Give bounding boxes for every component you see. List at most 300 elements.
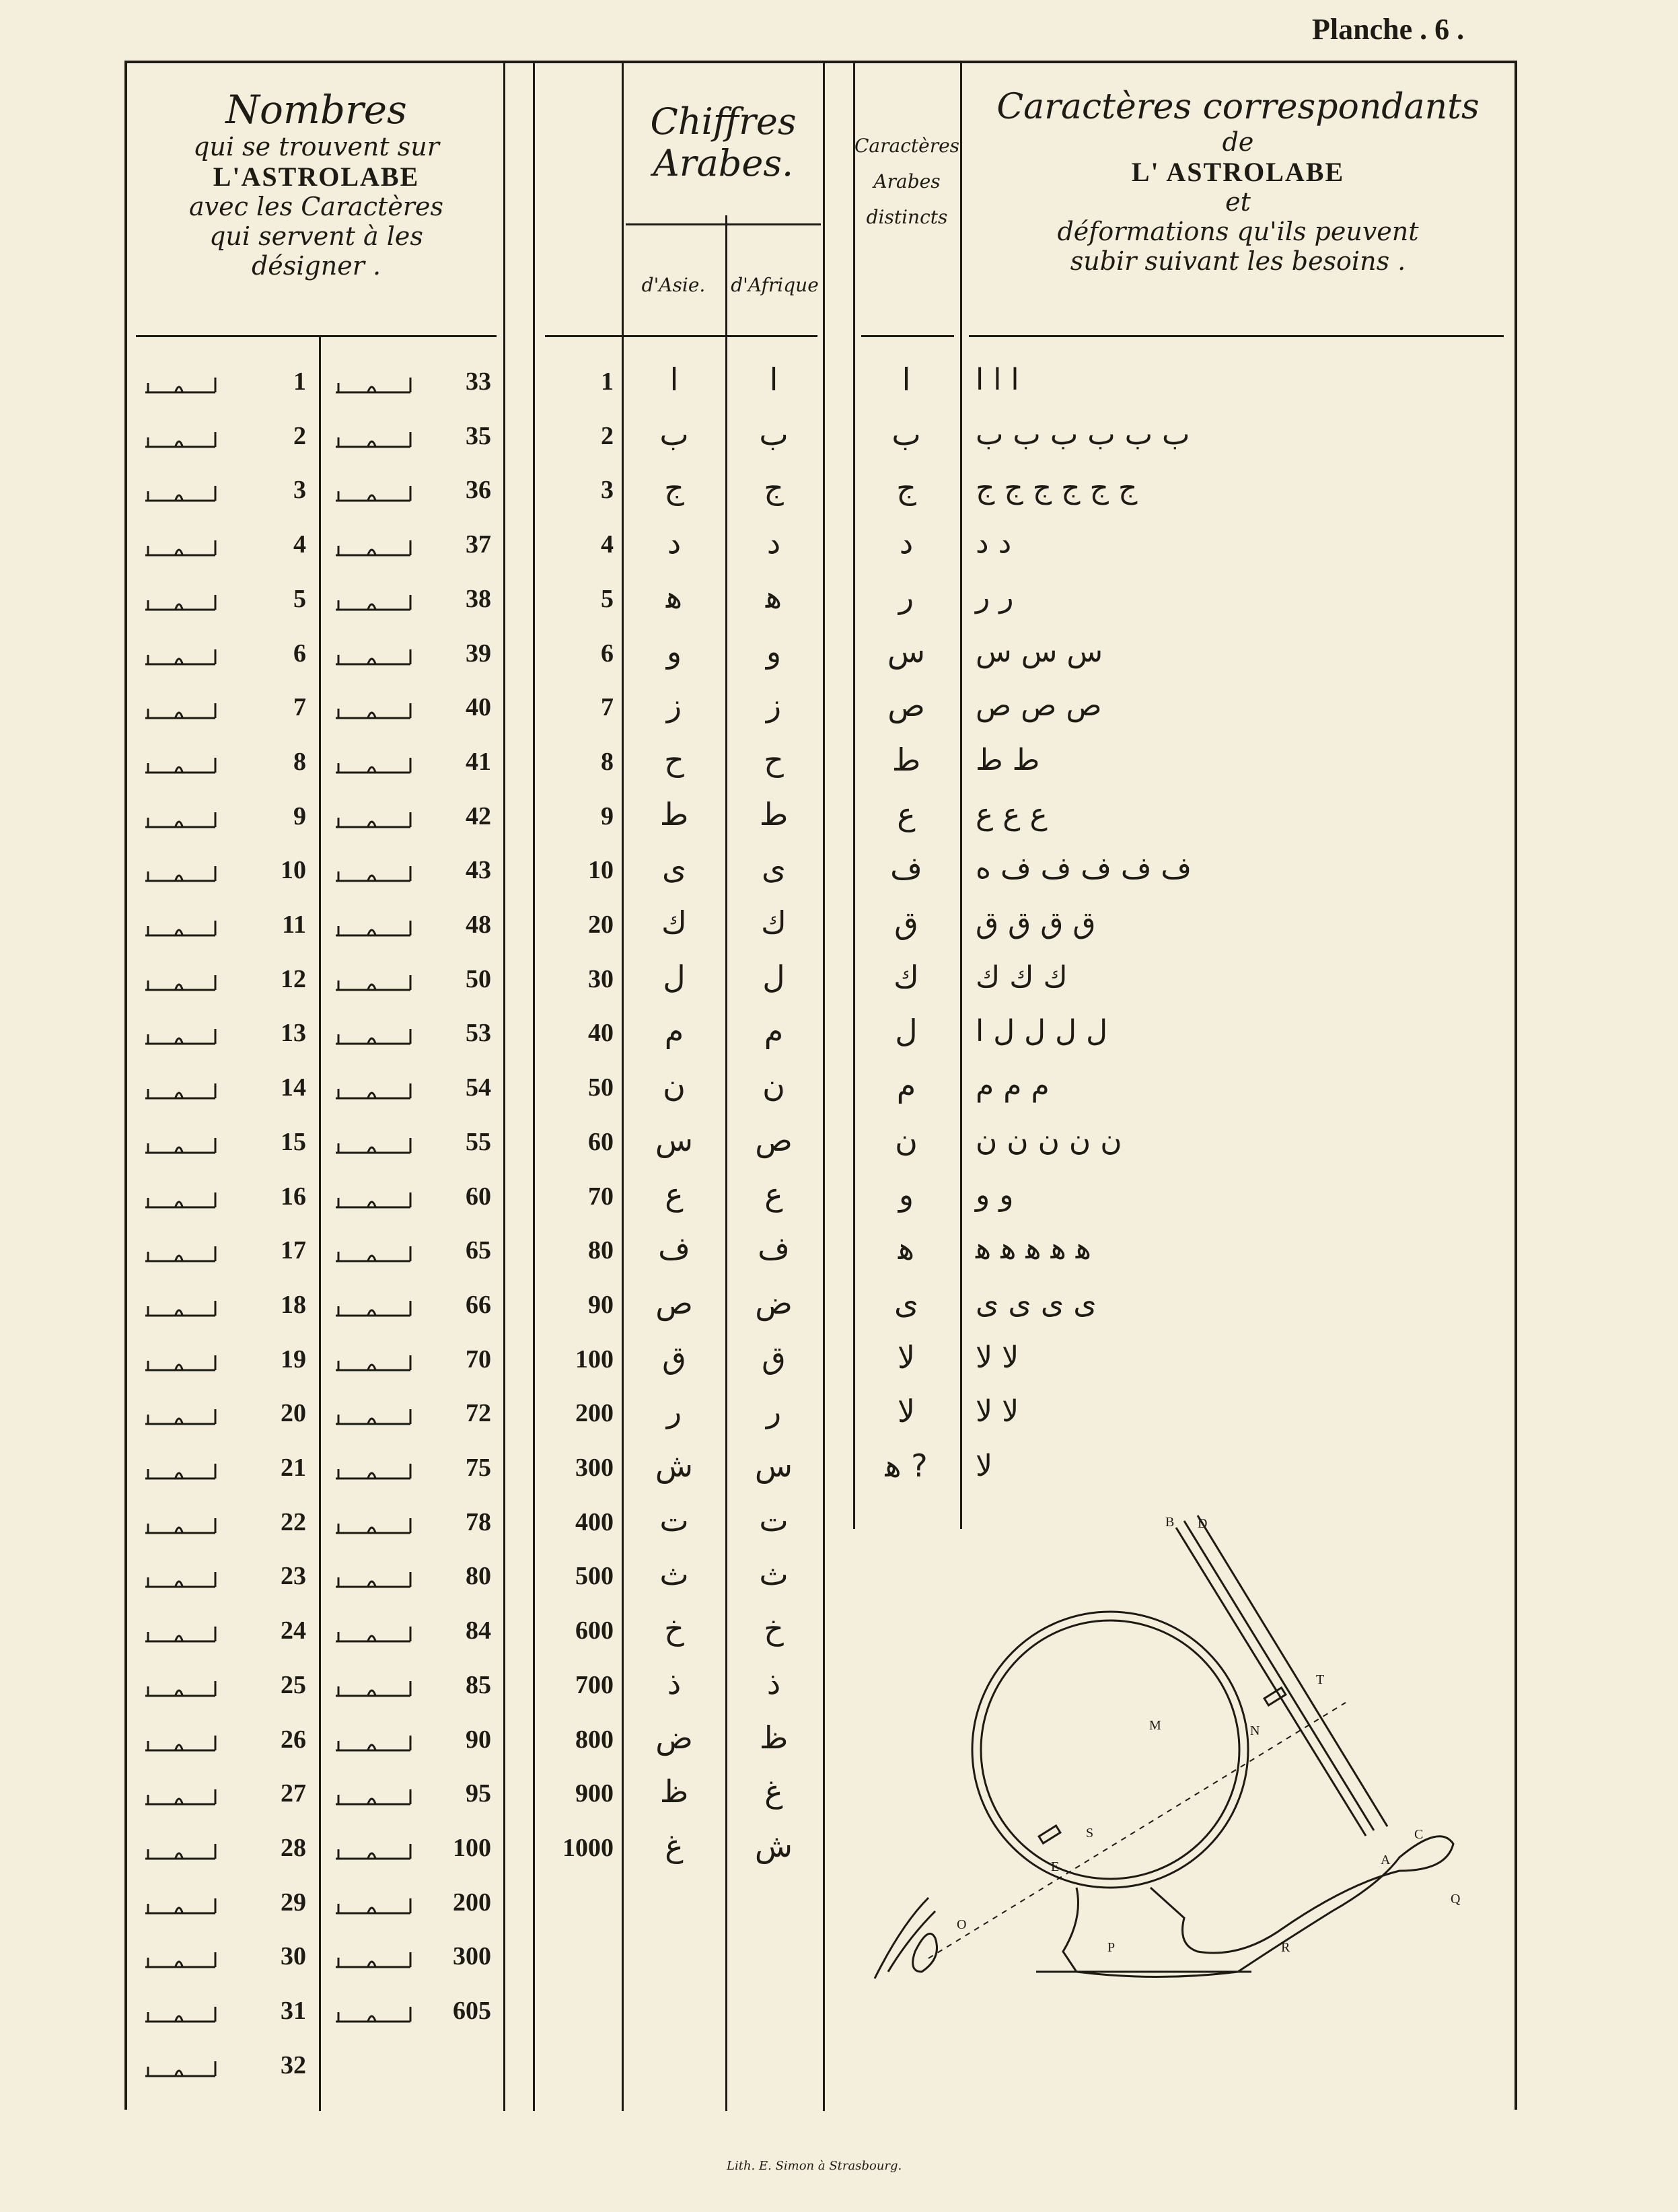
asie-glyph: ر: [666, 1393, 682, 1430]
astrolabe-char-left: [143, 1941, 222, 1975]
astrolabe-number-left: 26: [281, 1725, 306, 1754]
header-nombres-line4: avec les Caractères: [189, 192, 443, 222]
deformation-glyphs: ﻫ ﻫ ﻫ ﻫ ﻫ: [976, 1232, 1091, 1266]
rule-h-nombres: [136, 335, 497, 337]
alidade-rod-2: [1198, 1515, 1387, 1826]
astrolabe-char-right: [333, 639, 417, 672]
diagram-label: C: [1414, 1827, 1424, 1842]
asie-glyph: ط: [659, 795, 689, 832]
astrolabe-char-left: [143, 1888, 222, 1921]
astrolabe-char-left: [143, 1398, 222, 1432]
deformation-glyphs: ا ا ا: [976, 363, 1019, 397]
diagram-label: D: [1198, 1516, 1208, 1531]
astrolabe-char-right: [333, 855, 417, 889]
header-corresp-line1: Caractères correspondants: [996, 87, 1480, 127]
rule-v-8: [319, 336, 321, 2111]
astrolabe-number-right: 84: [466, 1616, 491, 1645]
distinct-glyph: س: [887, 633, 926, 670]
deformation-glyphs: س س س: [976, 634, 1103, 669]
astrolabe-char-right: [333, 1616, 417, 1649]
afrique-glyph: خ: [764, 1610, 784, 1647]
distinct-glyph: ع: [897, 795, 916, 832]
astrolabe-char-right: [333, 421, 417, 455]
deformation-glyphs: لا لا: [976, 1394, 1019, 1429]
afrique-glyph: ك: [761, 904, 787, 941]
sight-vane-s: [1039, 1826, 1060, 1843]
arabic-numeral-value: 8: [601, 747, 614, 776]
astrolabe-number-right: 100: [453, 1833, 491, 1862]
astrolabe-char-right: [333, 1236, 417, 1269]
astrolabe-char-right: [333, 801, 417, 835]
astrolabe-number-left: 29: [281, 1888, 306, 1917]
astrolabe-number-right: 60: [466, 1182, 491, 1211]
arabic-numeral-value: 600: [575, 1616, 614, 1645]
asie-glyph: ذ: [667, 1664, 682, 1701]
astrolabe-char-right: [333, 1290, 417, 1324]
afrique-glyph: ب: [759, 415, 789, 452]
rule-h-corresp: [969, 335, 1504, 337]
distinct-glyph: ﻫ: [898, 1230, 915, 1267]
astrolabe-number-left: 11: [282, 911, 306, 939]
asie-glyph: ن: [663, 1067, 686, 1104]
header-correspondants: [962, 87, 1514, 277]
asie-glyph: ل: [663, 958, 686, 995]
rule-v-3: [622, 62, 624, 2111]
astrolabe-number-right: 36: [466, 476, 491, 505]
deformation-glyphs: م م م: [976, 1069, 1050, 1104]
astrolabe-number-left: 13: [281, 1019, 306, 1048]
astrolabe-number-right: 37: [466, 530, 491, 559]
astrolabe-number-right: 78: [466, 1507, 491, 1536]
asie-glyph: و: [666, 633, 682, 670]
arabic-numeral-value: 5: [601, 584, 614, 613]
astrolabe-number-right: 50: [466, 964, 491, 993]
deformation-glyphs: ب ب ب ب ب ب: [976, 417, 1190, 452]
deformation-glyphs: ﻻ: [976, 1449, 993, 1483]
distinct-glyph: لا: [897, 1393, 916, 1430]
astrolabe-char-left: [143, 910, 222, 943]
header-chiffres-line2: Arabes.: [653, 142, 794, 185]
astrolabe-number-left: 9: [293, 801, 306, 830]
astrolabe-char-right: [333, 1345, 417, 1378]
astrolabe-number-left: 10: [281, 856, 306, 885]
astrolabe-char-right: [333, 1182, 417, 1215]
afrique-glyph: ذ: [766, 1664, 781, 1701]
observer-eye: [913, 1933, 937, 1972]
footer-lithographer: Lith. E. Simon à Strasbourg.: [727, 2159, 902, 2173]
astrolabe-char-right: [333, 1561, 417, 1595]
afrique-glyph: ف: [758, 1230, 790, 1267]
asie-glyph: ى: [661, 850, 686, 887]
afrique-glyph: ق: [762, 1339, 786, 1376]
astrolabe-number-left: 14: [281, 1073, 306, 1102]
header-corresp-line2: de: [1222, 127, 1254, 157]
astrolabe-char-right: [333, 367, 417, 400]
distinct-glyph: د: [899, 524, 914, 561]
arabic-numeral-value: 800: [575, 1725, 614, 1754]
astrolabe-char-left: [143, 692, 222, 726]
asie-glyph: س: [655, 1121, 694, 1158]
astrolabe-char-left: [143, 801, 222, 835]
diagram-label: O: [957, 1917, 967, 1932]
deformation-glyphs: و و: [976, 1177, 1014, 1212]
astrolabe-number-left: 22: [281, 1507, 306, 1536]
arabic-numeral-value: 200: [575, 1399, 614, 1428]
rule-h-distincts: [861, 335, 954, 337]
diagram-label: A: [1381, 1853, 1391, 1867]
astrolabe-char-right: [333, 1996, 417, 2030]
afrique-glyph: ث: [759, 1556, 789, 1593]
afrique-glyph: ن: [762, 1067, 785, 1104]
asie-glyph: ص: [655, 1284, 693, 1321]
astrolabe-number-left: 5: [293, 584, 306, 613]
astrolabe-number-right: 55: [466, 1127, 491, 1156]
astrolabe-char-left: [143, 1507, 222, 1541]
astrolabe-number-left: 30: [281, 1942, 306, 1971]
astrolabe-char-right: [333, 1398, 417, 1432]
rule-v-1: [503, 62, 505, 2111]
arabic-numeral-value: 100: [575, 1345, 614, 1373]
distinct-glyph: ط: [891, 741, 921, 778]
astrolabe-char-left: [143, 421, 222, 455]
astrolabe-char-left: [143, 584, 222, 618]
astrolabe-char-left: [143, 530, 222, 563]
astrolabe-number-left: 27: [281, 1779, 306, 1808]
astrolabe-char-left: [143, 1345, 222, 1378]
astrolabe-number-right: 300: [453, 1942, 491, 1971]
alidade-rod-1: [1184, 1521, 1374, 1830]
astrolabe-char-left: [143, 1670, 222, 1704]
header-nombres: [135, 87, 498, 281]
arabic-numeral-value: 6: [601, 639, 614, 668]
distinct-glyph: ى: [893, 1284, 918, 1321]
astrolabe-char-left: [143, 1182, 222, 1215]
header-afrique: d'Afrique: [731, 274, 819, 296]
astrolabe-number-left: 23: [281, 1562, 306, 1591]
deformation-glyphs: ق ق ق ق: [976, 906, 1096, 940]
astrolabe-number-left: 3: [293, 476, 306, 505]
afrique-glyph: غ: [764, 1773, 783, 1810]
afrique-glyph: م: [764, 1013, 784, 1050]
astrolabe-char-left: [143, 475, 222, 509]
afrique-glyph: ع: [764, 1176, 783, 1213]
header-corresp-line4: et: [1225, 187, 1251, 217]
astrolabe-char-left: [143, 1833, 222, 1867]
afrique-glyph: ر: [766, 1393, 782, 1430]
astrolabe-number-right: 54: [466, 1073, 491, 1102]
arabic-numeral-value: 50: [588, 1073, 614, 1102]
arabic-numeral-value: 70: [588, 1182, 614, 1211]
astrolabe-char-right: [333, 1453, 417, 1487]
diagram-label: E: [1051, 1859, 1060, 1874]
astrolabe-number-right: 90: [466, 1725, 491, 1754]
afrique-glyph: س: [754, 1448, 793, 1484]
astrolabe-char-right: [333, 747, 417, 781]
astrolabe-char-left: [143, 1236, 222, 1269]
astrolabe-number-right: 41: [466, 747, 491, 776]
distinct-glyph: ن: [895, 1121, 918, 1158]
distinct-glyph: ق: [894, 904, 918, 941]
astrolabe-number-right: 39: [466, 639, 491, 668]
astrolabe-number-right: 65: [466, 1236, 491, 1265]
astrolabe-number-left: 19: [281, 1345, 306, 1373]
astrolabe-number-left: 24: [281, 1616, 306, 1645]
astrolabe-number-left: 31: [281, 1997, 306, 2025]
header-distincts: [854, 128, 959, 236]
astrolabe-number-right: 43: [466, 856, 491, 885]
astrolabe-number-right: 33: [466, 367, 491, 396]
header-corresp-line6: subir suivant les besoins .: [1070, 246, 1406, 276]
arabic-numeral-value: 30: [588, 964, 614, 993]
asie-glyph: ض: [655, 1719, 693, 1756]
astrolabe-number-left: 16: [281, 1182, 306, 1211]
asie-glyph: د: [667, 524, 682, 561]
afrique-glyph: ز: [766, 687, 782, 724]
diagram-label: R: [1281, 1940, 1290, 1955]
afrique-glyph: ح: [764, 741, 784, 778]
astrolabe-number-left: 12: [281, 964, 306, 993]
header-nombres-line5: qui servent à les: [209, 221, 423, 252]
header-chiffres-line1: Chiffres: [650, 100, 797, 143]
astrolabe-number-right: 35: [466, 421, 491, 450]
rule-h-chiffres: [545, 335, 817, 337]
astrolabe-ring-outer: [972, 1612, 1248, 1888]
arabic-numeral-value: 7: [601, 693, 614, 722]
astrolabe-char-left: [143, 1996, 222, 2030]
astrolabe-char-right: [333, 964, 417, 998]
astrolabe-char-left: [143, 747, 222, 781]
arabic-numeral-value: 400: [575, 1507, 614, 1536]
asie-glyph: ا: [669, 361, 679, 398]
plate-title: Planche . 6 .: [1312, 13, 1465, 46]
astrolabe-char-left: [143, 2050, 222, 2084]
deformation-glyphs: ط ط: [976, 742, 1040, 777]
arabic-numeral-value: 3: [601, 476, 614, 505]
astrolabe-number-left: 32: [281, 2050, 306, 2079]
arabic-numeral-value: 9: [601, 801, 614, 830]
astrolabe-number-right: 75: [466, 1454, 491, 1482]
distinct-glyph: ص: [887, 687, 925, 724]
arabic-numeral-value: 2: [601, 421, 614, 450]
header-distincts-line3: distincts: [866, 206, 948, 229]
astrolabe-number-left: 4: [293, 530, 306, 559]
astrolabe-number-right: 42: [466, 801, 491, 830]
astrolabe-number-right: 72: [466, 1399, 491, 1428]
arabic-numeral-value: 900: [575, 1779, 614, 1808]
arabic-numeral-value: 300: [575, 1454, 614, 1482]
asie-glyph: ﻫ: [665, 578, 683, 615]
asie-glyph: ق: [662, 1339, 686, 1376]
diagram-label: S: [1086, 1826, 1094, 1841]
distinct-glyph: ف: [890, 850, 922, 887]
astrolabe-number-left: 25: [281, 1670, 306, 1699]
astrolabe-char-right: [333, 910, 417, 943]
asie-glyph: ز: [666, 687, 682, 724]
astrolabe-char-right: [333, 1941, 417, 1975]
astrolabe-char-right: [333, 530, 417, 563]
deformation-glyphs: ك ك ك: [976, 960, 1068, 995]
astrolabe-char-right: [333, 1888, 417, 1921]
astrolabe-number-left: 18: [281, 1290, 306, 1319]
distinct-glyph: و: [898, 1176, 914, 1213]
distinct-glyph: ك: [893, 958, 919, 995]
astrolabe-number-left: 28: [281, 1833, 306, 1862]
deformation-glyphs: ن ن ن ن ن: [976, 1122, 1122, 1157]
rule-v-6: [853, 62, 855, 1529]
astrolabe-char-left: [143, 1561, 222, 1595]
rule-v-2: [533, 62, 535, 2111]
afrique-glyph: و: [766, 633, 782, 670]
afrique-glyph: ظ: [759, 1719, 789, 1756]
astrolabe-number-left: 20: [281, 1399, 306, 1428]
arabic-numeral-value: 10: [588, 856, 614, 885]
distinct-glyph: ب: [891, 415, 921, 452]
header-nombres-line6: désigner .: [251, 250, 381, 281]
arabic-numeral-value: 500: [575, 1562, 614, 1591]
sight-line: [928, 1703, 1346, 1958]
header-distincts-line1: Caractères: [854, 135, 960, 157]
astrolabe-char-left: [143, 639, 222, 672]
afrique-glyph: د: [766, 524, 781, 561]
distinct-glyph: لا: [897, 1339, 916, 1376]
arabic-numeral-value: 20: [588, 911, 614, 939]
arabic-numeral-value: 40: [588, 1019, 614, 1048]
astrolabe-number-right: 70: [466, 1345, 491, 1373]
astrolabe-number-right: 605: [453, 1997, 491, 2025]
astrolabe-char-right: [333, 1725, 417, 1758]
deformation-glyphs: ف ف ف ف ف ﻩ: [976, 851, 1192, 886]
header-corresp-astrolabe: L' ASTROLABE: [1131, 157, 1345, 188]
astrolabe-char-left: [143, 1453, 222, 1487]
header-distincts-line2: Arabes: [873, 170, 941, 193]
diagram-label: B: [1165, 1515, 1175, 1530]
distinct-glyph: ﻫ ?: [885, 1448, 928, 1484]
astrolabe-char-left: [143, 1725, 222, 1758]
astrolabe-number-right: 85: [466, 1670, 491, 1699]
astrolabe-char-right: [333, 475, 417, 509]
asie-glyph: ظ: [659, 1773, 689, 1810]
distinct-glyph: م: [896, 1067, 916, 1104]
observer-feather: [875, 1898, 935, 1978]
afrique-glyph: ج: [764, 470, 784, 507]
stand-body: [1063, 1836, 1453, 1977]
astrolabe-number-right: 95: [466, 1779, 491, 1808]
afrique-glyph: ل: [762, 958, 785, 995]
arabic-numeral-value: 80: [588, 1236, 614, 1265]
afrique-glyph: ص: [755, 1121, 793, 1158]
astrolabe-number-left: 17: [281, 1236, 306, 1265]
astrolabe-char-right: [333, 1779, 417, 1812]
distinct-glyph: ج: [896, 470, 916, 507]
asie-glyph: غ: [665, 1827, 684, 1864]
afrique-glyph: ط: [759, 795, 789, 832]
deformation-glyphs: ع ع ع: [976, 797, 1048, 832]
astrolabe-number-right: 66: [466, 1290, 491, 1319]
astrolabe-number-right: 200: [453, 1888, 491, 1917]
header-nombres-astrolabe: L'ASTROLABE: [213, 162, 420, 192]
afrique-glyph: ت: [759, 1501, 789, 1538]
astrolabe-number-right: 53: [466, 1019, 491, 1048]
astrolabe-char-right: [333, 1073, 417, 1106]
astrolabe-number-left: 6: [293, 639, 306, 668]
astrolabe-number-left: 21: [281, 1454, 306, 1482]
astrolabe-char-left: [143, 1018, 222, 1052]
astrolabe-diagram: [861, 1507, 1494, 1992]
astrolabe-char-right: [333, 584, 417, 618]
asie-glyph: خ: [664, 1610, 684, 1647]
sight-vane-t: [1264, 1688, 1286, 1705]
distinct-glyph: ا: [902, 361, 911, 398]
arabic-numeral-value: 1000: [562, 1833, 614, 1862]
astrolabe-char-right: [333, 1507, 417, 1541]
asie-glyph: ف: [658, 1230, 690, 1267]
distinct-glyph: ر: [898, 578, 914, 615]
astrolabe-char-left: [143, 855, 222, 889]
astrolabe-char-left: [143, 1290, 222, 1324]
astrolabe-ring-inner: [981, 1620, 1239, 1879]
deformation-glyphs: ر ر: [976, 579, 1014, 614]
diagram-label: T: [1316, 1672, 1325, 1687]
header-asie: d'Asie.: [641, 274, 706, 296]
astrolabe-char-left: [143, 1127, 222, 1161]
astrolabe-char-right: [333, 1670, 417, 1704]
header-chiffres: [626, 101, 821, 184]
arabic-numeral-value: 4: [601, 530, 614, 559]
astrolabe-char-right: [333, 1127, 417, 1161]
astrolabe-number-right: 48: [466, 911, 491, 939]
header-nombres-title: Nombres: [225, 87, 407, 133]
astrolabe-number-right: 40: [466, 693, 491, 722]
asie-glyph: م: [664, 1013, 684, 1050]
diagram-label: N: [1250, 1723, 1260, 1738]
asie-glyph: ب: [659, 415, 689, 452]
afrique-glyph: ا: [769, 361, 778, 398]
astrolabe-char-left: [143, 1073, 222, 1106]
deformation-glyphs: ج ج ج ج ج ج: [976, 471, 1138, 506]
astrolabe-char-left: [143, 964, 222, 998]
afrique-glyph: ش: [754, 1827, 793, 1864]
afrique-glyph: ﻫ: [765, 578, 782, 615]
arabic-numeral-value: 1: [601, 367, 614, 396]
asie-glyph: ع: [665, 1176, 684, 1213]
deformation-glyphs: ل ل ل ل ا: [976, 1014, 1108, 1049]
astrolabe-number-left: 2: [293, 421, 306, 450]
astrolabe-number-right: 80: [466, 1562, 491, 1591]
asie-glyph: ث: [659, 1556, 689, 1593]
astrolabe-char-right: [333, 692, 417, 726]
astrolabe-char-left: [143, 1616, 222, 1649]
arabic-numeral-value: 60: [588, 1127, 614, 1156]
diagram-label: Q: [1451, 1892, 1461, 1906]
rule-v-7: [960, 62, 962, 1529]
astrolabe-char-right: [333, 1018, 417, 1052]
rule-v-5: [823, 62, 825, 2111]
astrolabe-number-left: 8: [293, 747, 306, 776]
asie-glyph: ش: [655, 1448, 694, 1484]
deformation-glyphs: ص ص ص: [976, 688, 1102, 723]
afrique-glyph: ض: [755, 1284, 793, 1321]
deformation-glyphs: لا لا: [976, 1340, 1019, 1375]
astrolabe-number-left: 1: [293, 367, 306, 396]
afrique-glyph: ى: [761, 850, 786, 887]
asie-glyph: ح: [664, 741, 684, 778]
diagram-label: P: [1107, 1940, 1116, 1955]
arabic-numeral-value: 700: [575, 1670, 614, 1699]
arabic-numeral-value: 90: [588, 1290, 614, 1319]
asie-glyph: ج: [664, 470, 684, 507]
astrolabe-number-left: 15: [281, 1127, 306, 1156]
rule-h-chiffres-split: [626, 223, 821, 225]
